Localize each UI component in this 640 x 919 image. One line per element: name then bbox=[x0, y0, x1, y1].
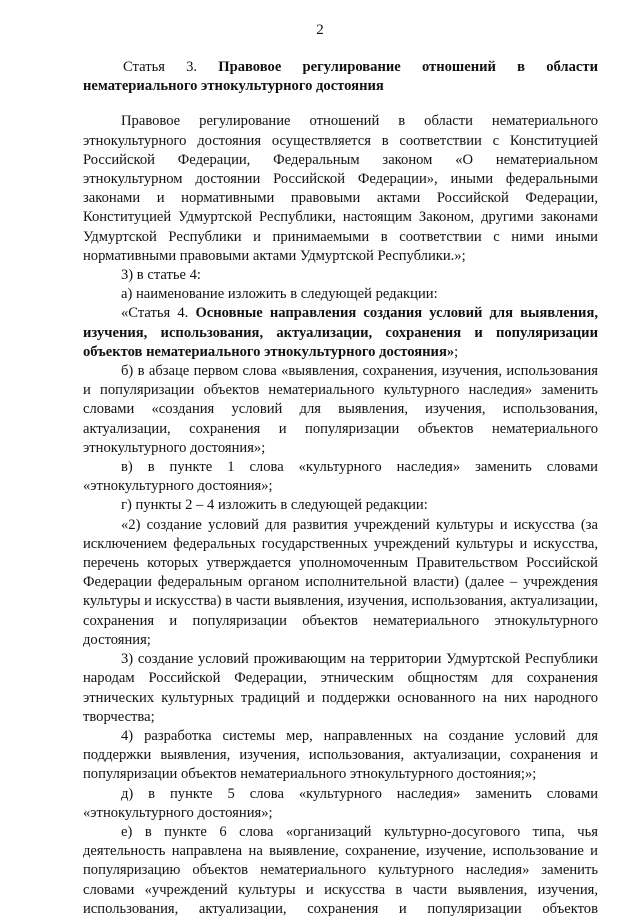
document-body bbox=[83, 58, 598, 919]
paragraph-item-v: в) в пункте 1 слова «культурного наследия» заменить словами «этнокультурного достояния»; bbox=[83, 459, 598, 495]
paragraph-item-b: б) в абзаце первом слова «выявления, сохранения, изучения, использования и популяризации объектов нематериального культурного наследия» заменить словами «создания условий для выявления, изучения, использования, актуализации, сохранения и популяризации объектов нематериального этнокультурного достояния»; bbox=[83, 363, 598, 456]
paragraph-point-2: «2) создание условий для развития учреждений культуры и искусства (за исключением федеральных государственных учреждений культуры и искусства, перечень которых утверждается уполномоченным Правительством Российской Федерации федеральным органом исполнительной власти) (далее – учреждения культуры и искусства) в части выявления, изучения, использования, актуализации, сохранения и популяризации объектов нематериального этнокультурного достояния; bbox=[83, 516, 598, 648]
paragraph-point-4: 4) разработка системы мер, направленных на создание условий для поддержки выявления, изучения, использования, актуализации, сохранения и популяризации объектов нематериального этнокультурного достояния;»; bbox=[83, 727, 598, 783]
article-4-suffix: ; bbox=[454, 343, 459, 360]
paragraph-item-g: г) пункты 2 – 4 изложить в следующей редакции: bbox=[121, 497, 428, 514]
article-3-title: Правовое регулирование отношений в области нематериального этнокультурного достояния bbox=[83, 59, 598, 95]
paragraph-item-a: а) наименование изложить в следующей редакции: bbox=[121, 286, 438, 303]
article-4-heading bbox=[83, 304, 598, 362]
paragraph-article-4-intro: 3) в статье 4: bbox=[121, 267, 201, 284]
paragraph-item-e: е) в пункте 6 слова «организаций культурно-досугового типа, чья деятельность направлена на выявление, сохранение, изучение, использование и популяризацию объектов нематериального культурного наследия» заменить словами «учреждений культуры и искусства в части выявления, изучения, использования, актуализации, сохранения и популяризации объектов bbox=[83, 823, 598, 917]
article-4-prefix: «Статья 4. bbox=[121, 305, 189, 322]
page-number: 2 bbox=[316, 22, 324, 38]
article-4-title: Основные направления создания условий для выявления, изучения, использования, актуализации, сохранения и популяризации объектов нематериального этнокультурного достояния» bbox=[83, 305, 598, 360]
paragraph-point-3: 3) создание условий проживающим на территории Удмуртской Республики народам Российской Федерации, этническим общностям для сохранения этнических культурных традиций и поддержки основанного на них народного творчества; bbox=[83, 651, 598, 725]
paragraph-item-d: д) в пункте 5 слова «культурного наследия» заменить словами «этнокультурного достояния»; bbox=[83, 785, 598, 821]
article-3-heading bbox=[83, 58, 598, 96]
paragraph-legal-regulation: Правовое регулирование отношений в области нематериального этнокультурного достояния осуществляется в соответствии с Конституцией Российской Федерации, Федеральным законом «О нематериальном этнокультурном достоянии Российской Федерации», иными федеральными законами и нормативными правовыми актами Российской Федерации, Конституцией Удмуртской Республики, настоящим Законом, другими законами Удмуртской Республики и принимаемыми в соответствии с ними иными нормативными правовыми актами Удмуртской Республики.»; bbox=[83, 113, 598, 264]
article-3-prefix: Статья 3. bbox=[123, 59, 198, 75]
